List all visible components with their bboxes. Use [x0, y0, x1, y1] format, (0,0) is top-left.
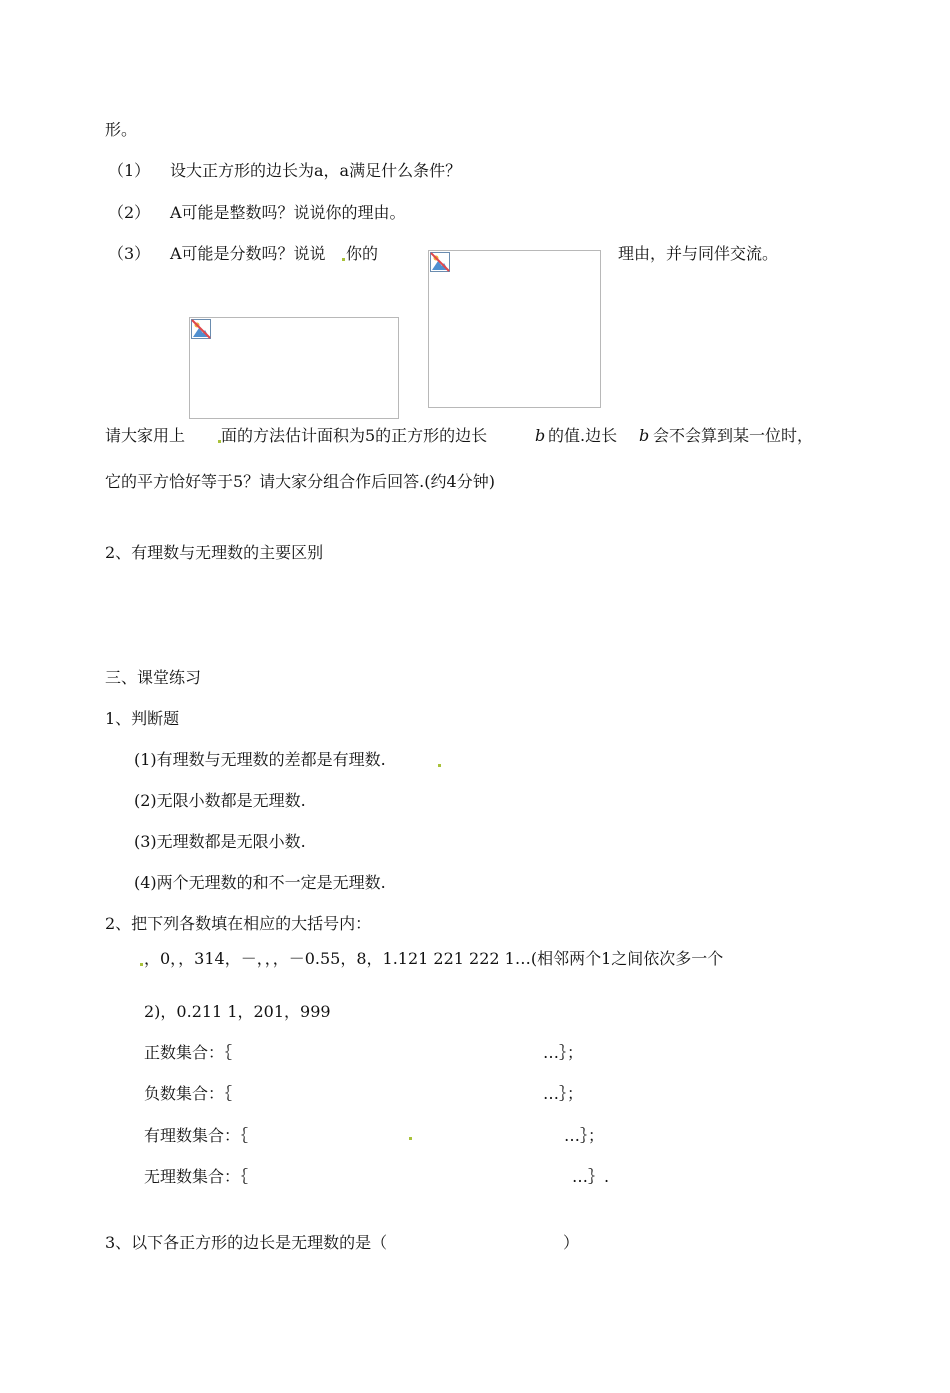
broken-image-icon	[191, 319, 211, 339]
question-3-text-c: 理由，并与同伴交流。	[618, 244, 779, 263]
estimate-line-1c: 的值.边长	[548, 426, 618, 445]
question-3-text-a: A可能是分数吗？说说	[170, 244, 326, 263]
estimate-line-2: 它的平方恰好等于5？请大家分组合作后回答.(约4分钟)	[105, 472, 495, 491]
rational-set-end: …｝；	[564, 1126, 605, 1145]
negative-set-end: …｝；	[543, 1084, 584, 1103]
judge-item: (2)无限小数都是无理数.	[134, 791, 306, 810]
judge-item: (1)有理数与无理数的差都是有理数.	[134, 750, 386, 769]
figure-small-squares-image	[189, 317, 399, 419]
accent-dot	[409, 1137, 412, 1140]
estimate-line-1a: 请大家用上	[105, 426, 186, 445]
positive-set-label: 正数集合：｛	[144, 1043, 233, 1062]
rational-set-label: 有理数集合：｛	[144, 1126, 249, 1145]
question-3-text-b: 你的	[346, 244, 379, 263]
question-1-text: 设大正方形的边长为a，a满足什么条件？	[170, 161, 462, 180]
question-3-close-paren: ）	[563, 1233, 580, 1252]
estimate-line-1d: 会不会算到某一位时，	[653, 426, 814, 445]
question-3-number: （3）	[108, 244, 151, 263]
judge-item: (4)两个无理数的和不一定是无理数.	[134, 873, 386, 892]
negative-set-label: 负数集合：｛	[144, 1084, 233, 1103]
continued-text: 形。	[105, 120, 138, 139]
accent-dot	[140, 963, 143, 966]
question-2-text: A可能是整数吗？说说你的理由。	[170, 203, 406, 222]
judge-item: (3)无理数都是无限小数.	[134, 832, 306, 851]
judge-title: 1、判断题	[105, 709, 180, 728]
positive-set-end: …｝；	[543, 1043, 584, 1062]
accent-dot	[438, 764, 441, 767]
irrational-set-end: …｝.	[572, 1167, 610, 1186]
question-3-multiple-choice: 3、以下各正方形的边长是无理数的是（	[105, 1233, 388, 1252]
question-1-number: （1）	[108, 161, 151, 180]
numbers-line-2: 2)，0.211 1，201，999	[144, 1002, 331, 1021]
classify-title: 2、把下列各数填在相应的大括号内：	[105, 914, 372, 933]
variable-b: b	[639, 426, 650, 445]
section-2-title: 2、有理数与无理数的主要区别	[105, 543, 324, 562]
accent-dot	[342, 258, 345, 261]
practice-heading: 三、课堂练习	[105, 668, 202, 687]
numbers-line-1: ，0，，314，－，，，－0.55，8，1.121 221 222 1…(相邻两个1之间依次多一个	[144, 949, 724, 968]
question-2-number: （2）	[108, 203, 151, 222]
variable-b: b	[535, 426, 546, 445]
estimate-line-1b: 面的方法估计面积为5的正方形的边长	[221, 426, 488, 445]
broken-image-icon	[430, 252, 450, 272]
figure-large-square-image	[428, 250, 601, 408]
irrational-set-label: 无理数集合：｛	[144, 1167, 249, 1186]
